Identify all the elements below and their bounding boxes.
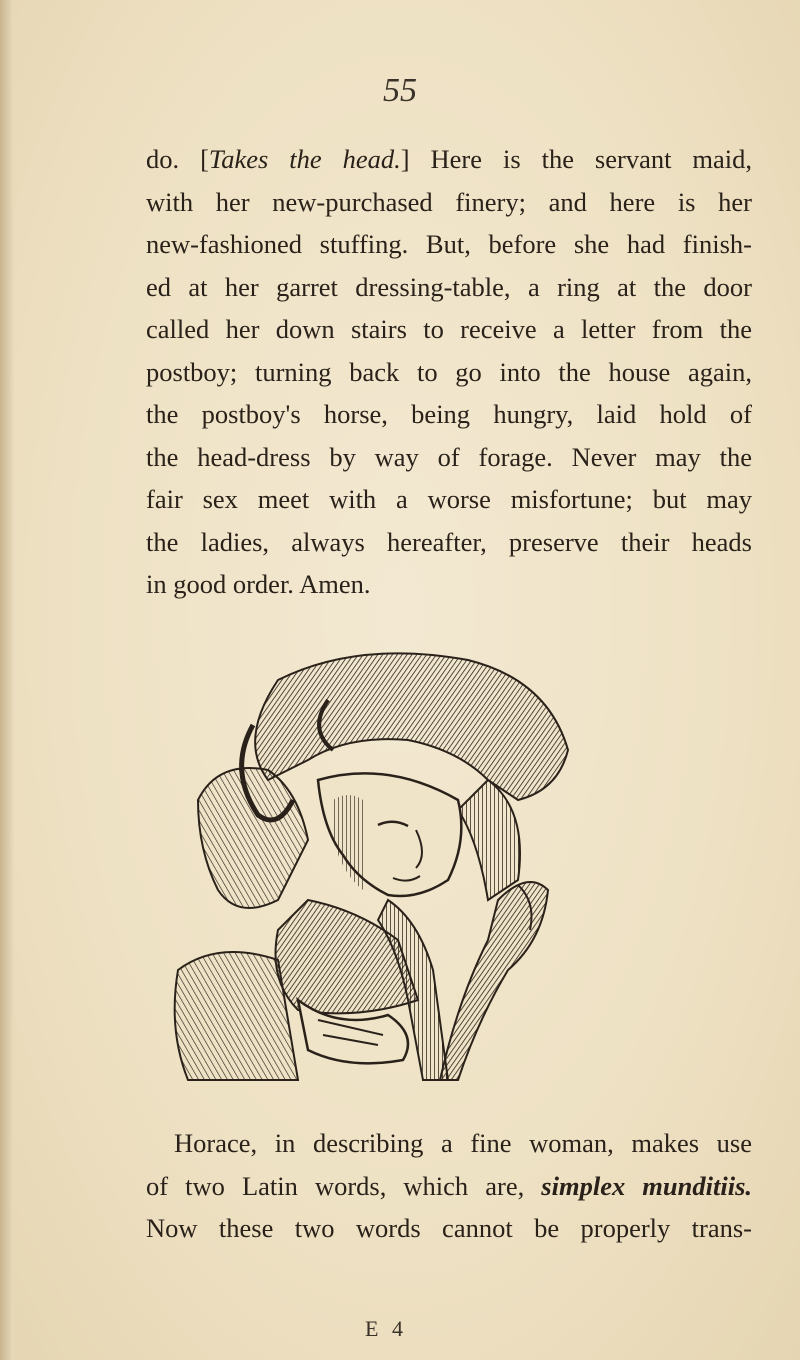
text-line: Horace, in describing a fine woman, makes use xyxy=(174,1128,752,1158)
text-line: ed at her garret dressing-table, a ring at the door xyxy=(146,271,752,302)
page-number: 55 xyxy=(383,72,417,109)
paragraph-2 xyxy=(146,1122,752,1250)
page-gutter xyxy=(0,0,14,1360)
text-line: do. [Takes the head.] Here is the servant maid, xyxy=(146,144,753,174)
text-line: the postboy's horse, being hungry, laid hold of xyxy=(146,399,752,429)
text-line: new-fashioned stuffing. But, before she had finish- xyxy=(146,229,752,259)
signature-mark: E 4 xyxy=(365,1316,407,1341)
text-line: postboy; turning back to go into the house again, xyxy=(146,356,752,387)
woodcut-head-icon xyxy=(158,640,628,1095)
paragraph-1 xyxy=(146,138,752,606)
text-line: called her down stairs to receive a letter from the xyxy=(146,314,752,344)
text-line: in good order. Amen. xyxy=(146,569,371,599)
text-line: with her new-purchased finery; and here is her xyxy=(146,186,752,217)
text-line: of two Latin words, which are, simplex munditiis. xyxy=(146,1170,753,1201)
text-line: Now these two words cannot be properly trans- xyxy=(146,1213,752,1243)
text-line: fair sex meet with a worse misfortune; but may xyxy=(146,484,752,514)
text-line: the ladies, always hereafter, preserve their heads xyxy=(146,526,752,557)
text-line: the head-dress by way of forage. Never may the xyxy=(146,441,752,472)
